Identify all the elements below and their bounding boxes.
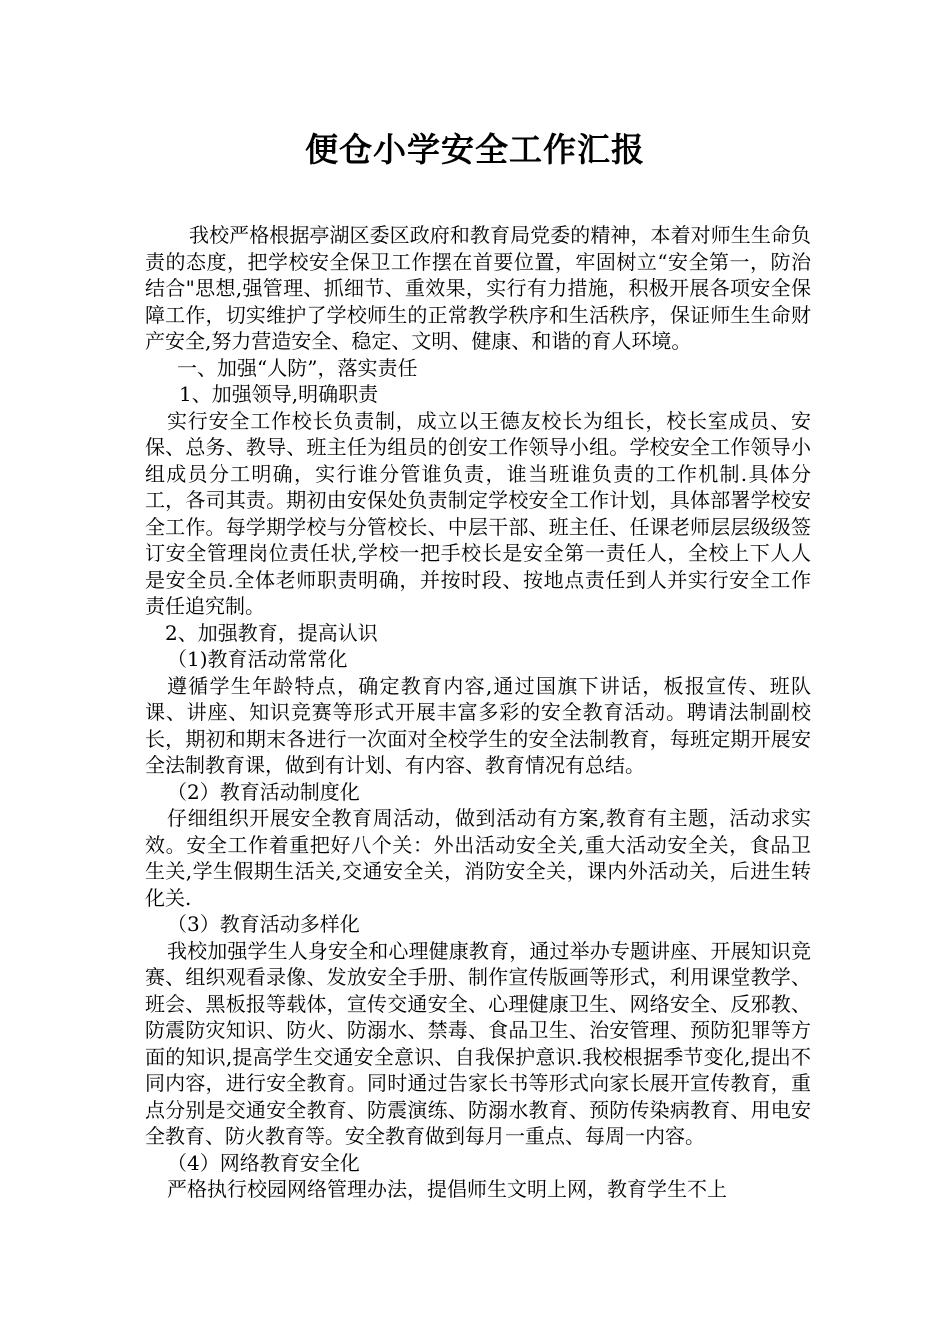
subsection-2-heading: 2、加强教育，提高认识 xyxy=(165,620,378,645)
subsection-1-heading: 1、加强领导,明确职责 xyxy=(179,382,379,406)
item-1-heading: （1)教育活动常常化 xyxy=(167,647,348,671)
item-1-paragraph: 遵循学生年龄特点，确定教育内容,通过国旗下讲话，板报宣传、班队课、讲座、知识竞赛等形式开展丰富多彩的安全教育活动。聘请法制副校长，期初和期末各进行一次面对全校学生的安全法制教育，每班定期开展安全法制教育课，做到有计划、有内容、教育情况有总结。 xyxy=(145,673,811,777)
section-1-heading: 一、加强“人防”，落实责任 xyxy=(177,355,418,380)
item-2-paragraph: 仔细组织开展安全教育周活动，做到活动有方案,教育有主题，活动求实效。安全工作着重把好八个关：外出活动安全关,重大活动安全关，食品卫生关,学生假期生活关,交通安全关，消防安全关，课内外活动关，后进生转化关. xyxy=(145,806,811,910)
item-3-paragraph: 我校加强学生人身安全和心理健康教育，通过举办专题讲座、开展知识竞赛、组织观看录像、发放安全手册、制作宣传版画等形式，利用课堂教学、班会、黑板报等载体，宣传交通安全、心理健康卫生、网络安全、反邪教、防震防灾知识、防火、防溺水、禁毒、食品卫生、治安管理、预防犯罪等方面的知识,提高学生交通安全意识、自我保护意识.我校根据季节变化,提出不同内容，进行安全教育。同时通过告家长书等形式向家长展开宣传教育，重点分别是交通安全教育、防震演练、防溺水教育、预防传染病教育、用电安全教育、防火教育等。安全教育做到每月一重点、每周一内容。 xyxy=(145,938,811,1148)
item-3-heading: （3）教育活动多样化 xyxy=(167,912,360,936)
subsection-1-paragraph: 实行安全工作校长负责制，成立以王德友校长为组长，校长室成员、安保、总务、教导、班主任为组员的创安工作领导小组。学校安全工作领导小组成员分工明确，实行谁分管谁负责，谁当班谁负责的工作机制.具体分工，各司其责。期初由安保处负责制定学校安全工作计划，具体部署学校安全工作。每学期学校与分管校长、中层干部、班主任、任课老师层层级级签订安全管理岗位责任状,学校一把手校长是安全第一责任人，全校上下人人是安全员.全体老师职责明确，并按时段、按地点责任到人并实行安全工作责任追究制。 xyxy=(145,408,811,618)
item-4-paragraph: 严格执行校园网络管理办法，提倡师生文明上网，教育学生不上 xyxy=(167,1177,727,1201)
item-4-heading: （4）网络教育安全化 xyxy=(167,1150,360,1175)
document-body xyxy=(145,222,811,1203)
intro-paragraph: 我校严格根据亭湖区委区政府和教育局党委的精神，本着对师生生命负责的态度，把学校安全保卫工作摆在首要位置，牢固树立“安全第一，防治结合"思想,强管理、抓细节、重效果，实行有力措施，积极开展各项安全保障工作，切实维护了学校师生的正常教学秩序和生活秩序，保证师生生命财产安全,努力营造安全、稳定、文明、健康、和谐的育人环境。 xyxy=(145,223,811,353)
item-2-heading: （2）教育活动制度化 xyxy=(167,779,360,804)
document-title: 便仓小学安全工作汇报 xyxy=(305,130,645,169)
